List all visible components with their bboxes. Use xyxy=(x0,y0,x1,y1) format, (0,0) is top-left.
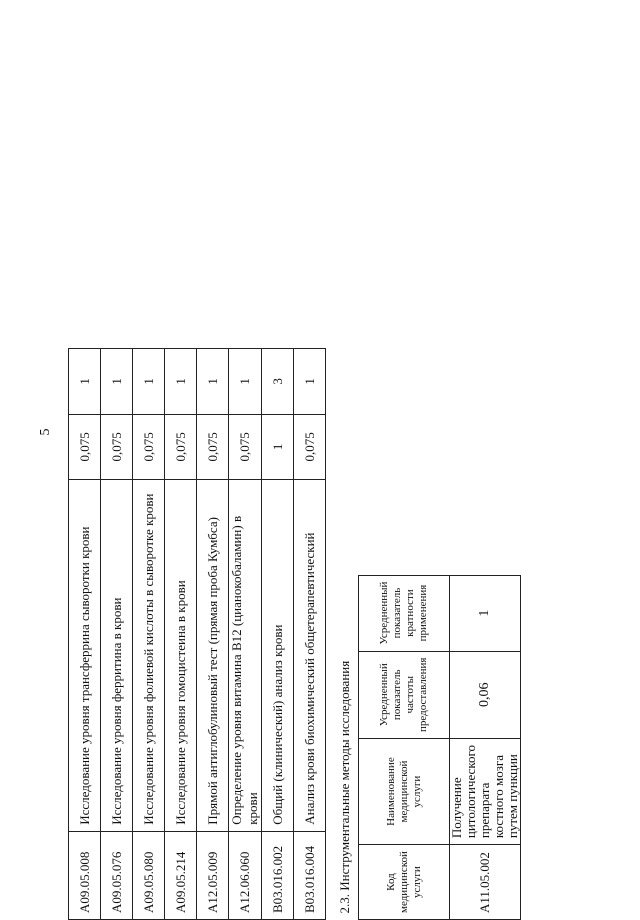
cell-code: A09.05.008 xyxy=(69,831,101,919)
cell-frequency: 0,06 xyxy=(450,651,521,738)
table-row xyxy=(165,349,197,920)
cell-multiplicity: 3 xyxy=(262,349,294,415)
header-multiplicity: Усредненный показатель кратности применения xyxy=(359,575,450,651)
header-code: Код медицинской услуги xyxy=(359,845,450,920)
cell-multiplicity: 1 xyxy=(69,349,101,415)
cell-code: A09.05.214 xyxy=(165,831,197,919)
table-row xyxy=(229,349,262,920)
cell-frequency: 0,075 xyxy=(69,414,101,479)
cell-code: B03.016.004 xyxy=(294,831,326,919)
table-row xyxy=(69,349,101,920)
cell-multiplicity: 1 xyxy=(101,349,133,415)
cell-frequency: 0,075 xyxy=(165,414,197,479)
cell-frequency: 0,075 xyxy=(229,414,262,479)
laboratory-table xyxy=(68,348,326,920)
cell-code: B03.016.002 xyxy=(262,831,294,919)
cell-name: Анализ крови биохимический общетерапевтический xyxy=(294,479,326,831)
cell-frequency: 0,075 xyxy=(197,414,229,479)
cell-frequency: 0,075 xyxy=(294,414,326,479)
laboratory-table-wrapper xyxy=(68,348,326,920)
cell-frequency: 0,075 xyxy=(133,414,165,479)
cell-name: Исследование уровня ферритина в крови xyxy=(101,479,133,831)
table-row xyxy=(197,349,229,920)
cell-frequency: 0,075 xyxy=(101,414,133,479)
section-title: 2.3. Инструментальные методы исследования xyxy=(332,575,359,919)
cell-code: A09.05.080 xyxy=(133,831,165,919)
cell-name: Прямой антиглобулиновый тест (прямая проба Кумбса) xyxy=(197,479,229,831)
cell-code: A12.06.060 xyxy=(229,831,262,919)
cell-multiplicity: 1 xyxy=(229,349,262,415)
page-number: 5 xyxy=(38,428,53,436)
cell-name: Общий (клинический) анализ крови xyxy=(262,479,294,831)
table-row xyxy=(294,349,326,920)
cell-code: A09.05.076 xyxy=(101,831,133,919)
cell-name: Получение цитологического препарата костного мозга путем пункции xyxy=(450,739,521,845)
header-frequency: Усредненный показатель частоты предоставления xyxy=(359,651,450,738)
table-row xyxy=(133,349,165,920)
table-header-row xyxy=(359,575,450,919)
cell-name: Исследование уровня трансферрина сыворотки крови xyxy=(69,479,101,831)
cell-multiplicity: 1 xyxy=(133,349,165,415)
cell-multiplicity: 1 xyxy=(197,349,229,415)
table-row xyxy=(450,575,521,919)
cell-code: A12.05.009 xyxy=(197,831,229,919)
instrumental-table xyxy=(332,575,521,920)
cell-name: Определение уровня витамина B12 (цианокобаламин) в крови xyxy=(229,479,262,831)
table-row xyxy=(101,349,133,920)
cell-multiplicity: 1 xyxy=(294,349,326,415)
instrumental-table-wrapper xyxy=(332,575,521,920)
cell-multiplicity: 1 xyxy=(165,349,197,415)
header-name: Наименование медицинской услуги xyxy=(359,739,450,845)
cell-frequency: 1 xyxy=(262,414,294,479)
table-row xyxy=(262,349,294,920)
cell-code: A11.05.002 xyxy=(450,845,521,920)
cell-name: Исследование уровня гомоцистеина в крови xyxy=(165,479,197,831)
cell-multiplicity: 1 xyxy=(450,575,521,651)
cell-name: Исследование уровня фолиевой кислоты в сыворотке крови xyxy=(133,479,165,831)
